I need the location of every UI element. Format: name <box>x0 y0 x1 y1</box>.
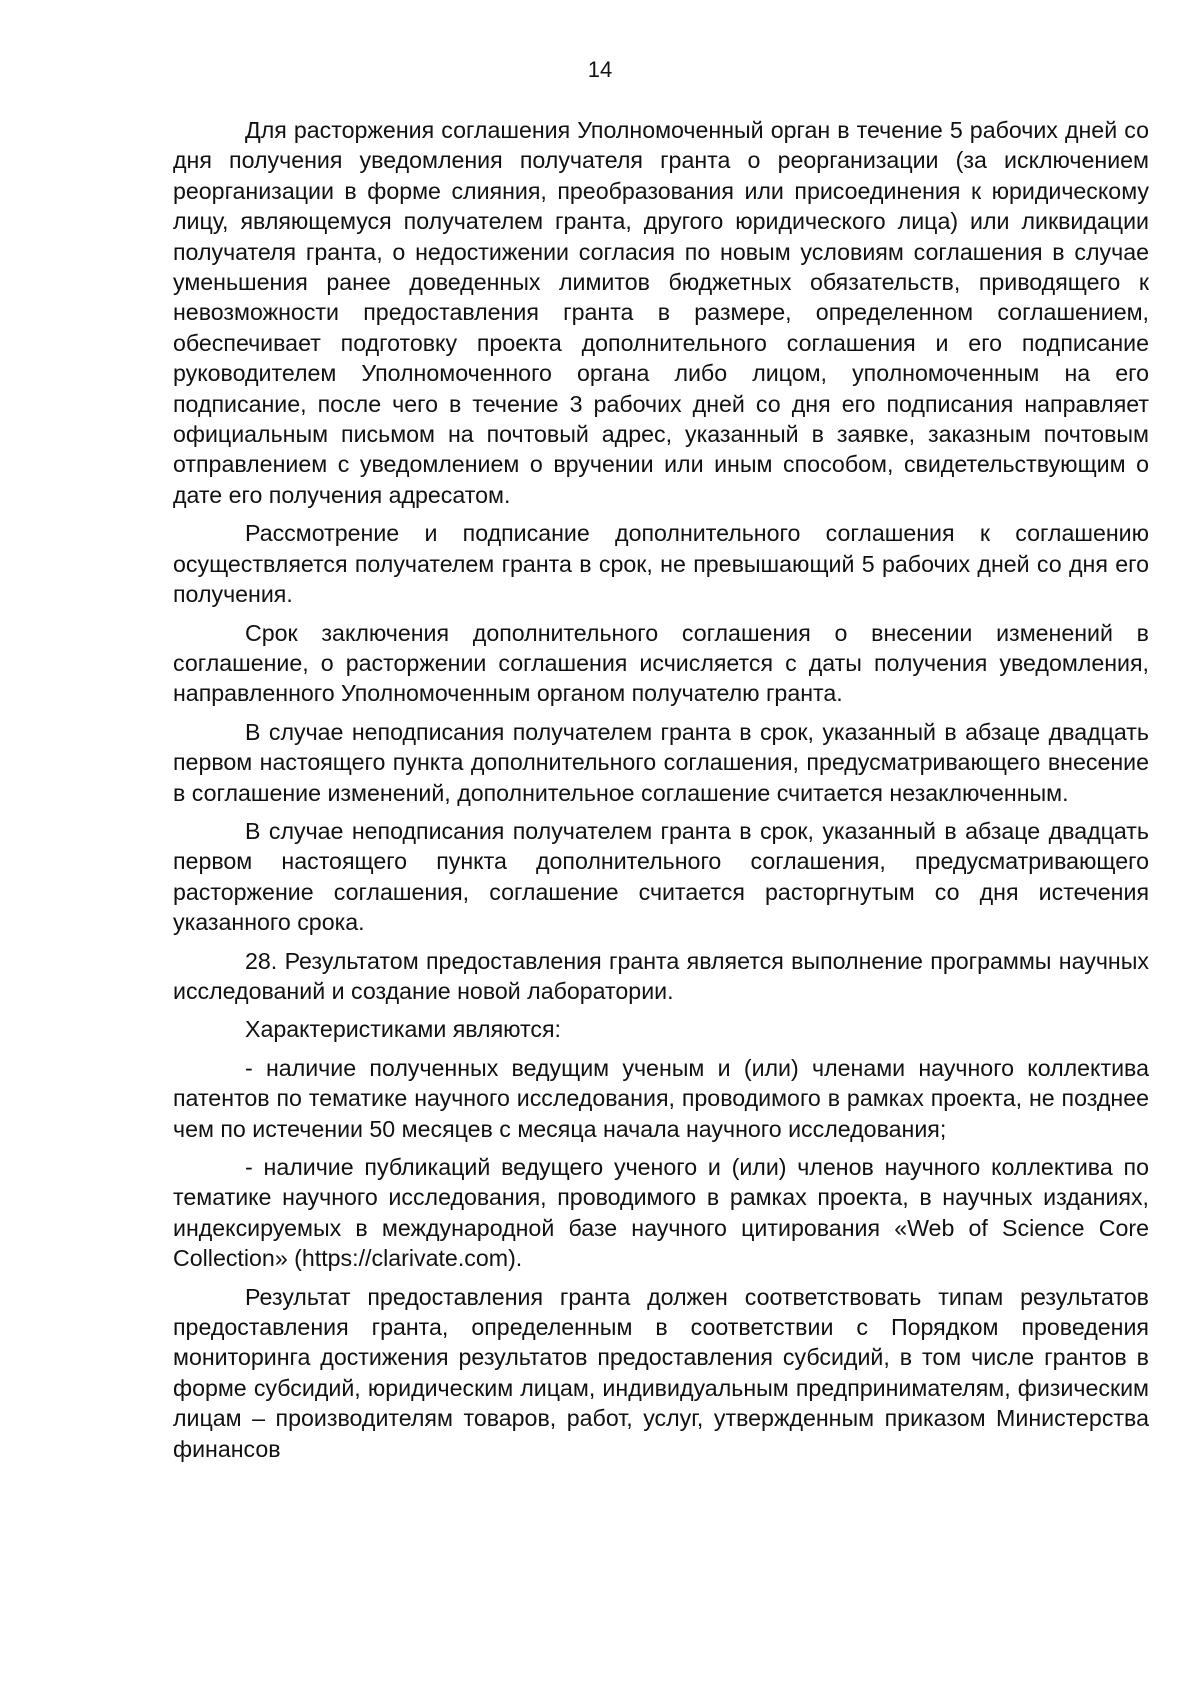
paragraph-grant-result: 28. Результатом предоставления гранта является выполнение программы научных исследований и создание новой лаборатории. <box>173 947 1149 1004</box>
paragraph-unsigned-amendment: В случае неподписания получателем гранта в срок, указанный в абзаце двадцать первом настоящего пункта дополнительного соглашения, предусматривающего внесение в соглашение изменений, дополнительное соглашение считается незаключенным. <box>173 718 1149 806</box>
document-body <box>173 115 1149 1472</box>
paragraph-conclusion-term: Срок заключения дополнительного соглашения о внесении изменений в соглашение, о расторжении соглашения исчисляется с даты получения уведомления, направленного Уполномоченным органом получателю гранта. <box>173 619 1149 707</box>
list-item-publications: - наличие публикаций ведущего ученого и (или) членов научного коллектива по тематике научного исследования, проводимого в рамках проекта, в научных изданиях, индексируемых в международной базе научного цитирования «Web of Science Core Collection» (https://clarivate.com). <box>173 1154 1149 1272</box>
paragraph-result-types: Результат предоставления гранта должен соответствовать типам результатов предоставления гранта, определенным в соответствии с Порядком проведения мониторинга достижения результатов предоставления субсидий, в том числе грантов в форме субсидий, юридическим лицам, индивидуальным предпринимателям, физическим лицам – производителям товаров, работ, услуг, утвержденным приказом Министерства финансов <box>173 1283 1149 1462</box>
list-item-patents: - наличие полученных ведущим ученым и (или) членами научного коллектива патентов по тематике научного исследования, проводимого в рамках проекта, не позднее чем по истечении 50 месяцев с месяца начала научного исследования; <box>173 1054 1149 1142</box>
paragraph-characteristics-heading: Характеристиками являются: <box>245 1016 561 1043</box>
paragraph-review-and-signing: Рассмотрение и подписание дополнительного соглашения к соглашению осуществляется получателем гранта в срок, не превышающий 5 рабочих дней со дня его получения. <box>173 520 1149 608</box>
paragraph-unsigned-termination: В случае неподписания получателем гранта в срок, указанный в абзаце двадцать первом настоящего пункта дополнительного соглашения, предусматривающего расторжение соглашения, соглашение считается расторгнутым со дня истечения указанного срока. <box>173 817 1149 936</box>
paragraph-termination-procedure: Для расторжения соглашения Уполномоченный орган в течение 5 рабочих дней со дня получения уведомления получателя гранта о реорганизации (за исключением реорганизации в форме слияния, преобразования или присоединения к юридическому лицу, являющемуся получателем гранта, другого юридического лица) или ликвидации получателя гранта, о недостижении согласия по новым условиям соглашения в случае уменьшения ранее доведенных лимитов бюджетных обязательств, приводящего к невозможности предоставления гранта в размере, определенном соглашением, обеспечивает подготовку проекта дополнительного соглашения и его подписание руководителем Уполномоченного органа либо лицом, уполномоченным на его подписание, после чего в течение 3 рабочих дней со дня его подписания направляет официальным письмом на почтовый адрес, указанный в заявке, заказным почтовым отправлением с уведомлением о вручении или иным способом, свидетельствующим о дате его получения адресатом. <box>173 117 1149 508</box>
page-number: 14 <box>587 57 613 82</box>
